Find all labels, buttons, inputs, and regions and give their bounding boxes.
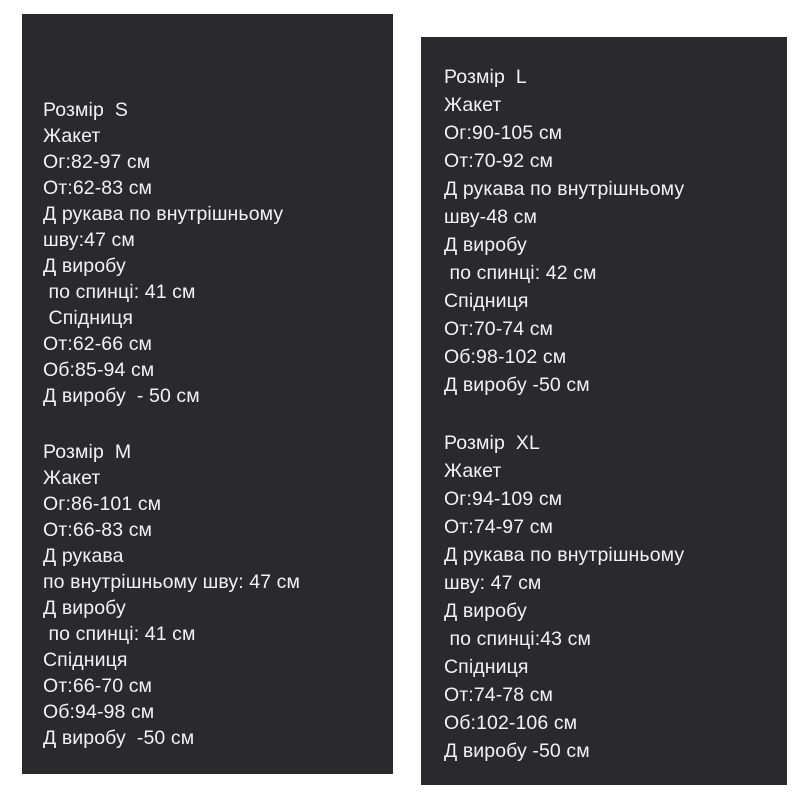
size-s-line-6: шву:47 см (43, 229, 135, 251)
size-xl-line-1: Розмір XL (444, 432, 540, 454)
size-m-line-1: Розмір M (43, 441, 132, 463)
size-xl-line-9: Спідниця (444, 656, 529, 678)
size-xl-line-8: по спинці:43 см (444, 628, 591, 650)
size-xl-line-11: Об:102-106 см (444, 712, 578, 734)
size-m-line-4: От:66-83 см (43, 519, 153, 541)
size-l-line-10: От:70-74 см (444, 318, 554, 340)
size-m-line-3: Ог:86-101 см (43, 493, 162, 515)
size-s-line-3: Ог:82-97 см (43, 151, 151, 173)
size-l-line-8: по спинці: 42 см (444, 262, 597, 284)
size-card-right (421, 37, 787, 785)
size-m-line-6: по внутрішньому шву: 47 см (43, 571, 301, 593)
size-s-line-7: Д виробу (43, 255, 126, 277)
size-s-line-8: по спинці: 41 см (43, 281, 196, 303)
size-l-line-5: Д рукава по внутрішньому (444, 178, 685, 200)
size-xl-line-10: От:74-78 см (444, 684, 554, 706)
size-xl-line-5: Д рукава по внутрішньому (444, 544, 685, 566)
size-l-line-3: Ог:90-105 см (444, 122, 563, 144)
size-xl-line-3: Ог:94-109 см (444, 488, 563, 510)
size-m-line-9: Спідниця (43, 649, 128, 671)
size-l-line-7: Д виробу (444, 234, 527, 256)
size-xl-line-7: Д виробу (444, 600, 527, 622)
size-xl-line-4: От:74-97 см (444, 516, 554, 538)
size-m-line-8: по спинці: 41 см (43, 623, 196, 645)
size-l-line-9: Спідниця (444, 290, 529, 312)
size-m-line-5: Д рукава (43, 545, 124, 567)
size-l-line-4: От:70-92 см (444, 150, 554, 172)
size-s-line-12: Д виробу - 50 см (43, 385, 200, 407)
size-s-line-1: Розмір S (43, 99, 129, 121)
size-m-line-7: Д виробу (43, 597, 126, 619)
size-m-line-12: Д виробу -50 см (43, 727, 195, 749)
size-s-line-9: Спідниця (43, 307, 134, 329)
size-m-line-2: Жакет (43, 467, 101, 489)
size-card-left (22, 14, 393, 774)
size-m-line-10: От:66-70 см (43, 675, 153, 697)
size-l-line-6: шву-48 см (444, 206, 537, 228)
size-l-line-1: Розмір L (444, 66, 527, 88)
size-s-line-5: Д рукава по внутрішньому (43, 203, 284, 225)
size-s-line-2: Жакет (43, 125, 101, 147)
size-l-line-11: Об:98-102 см (444, 346, 567, 368)
size-s-line-11: Об:85-94 см (43, 359, 155, 381)
size-l-line-12: Д виробу -50 см (444, 374, 590, 396)
size-m-line-11: Об:94-98 см (43, 701, 155, 723)
size-xl-line-12: Д виробу -50 см (444, 740, 590, 762)
size-s-line-10: От:62-66 см (43, 333, 153, 355)
size-l-line-2: Жакет (444, 94, 502, 116)
size-xl-line-6: шву: 47 см (444, 572, 542, 594)
size-xl-line-2: Жакет (444, 460, 502, 482)
size-s-line-4: От:62-83 см (43, 177, 153, 199)
